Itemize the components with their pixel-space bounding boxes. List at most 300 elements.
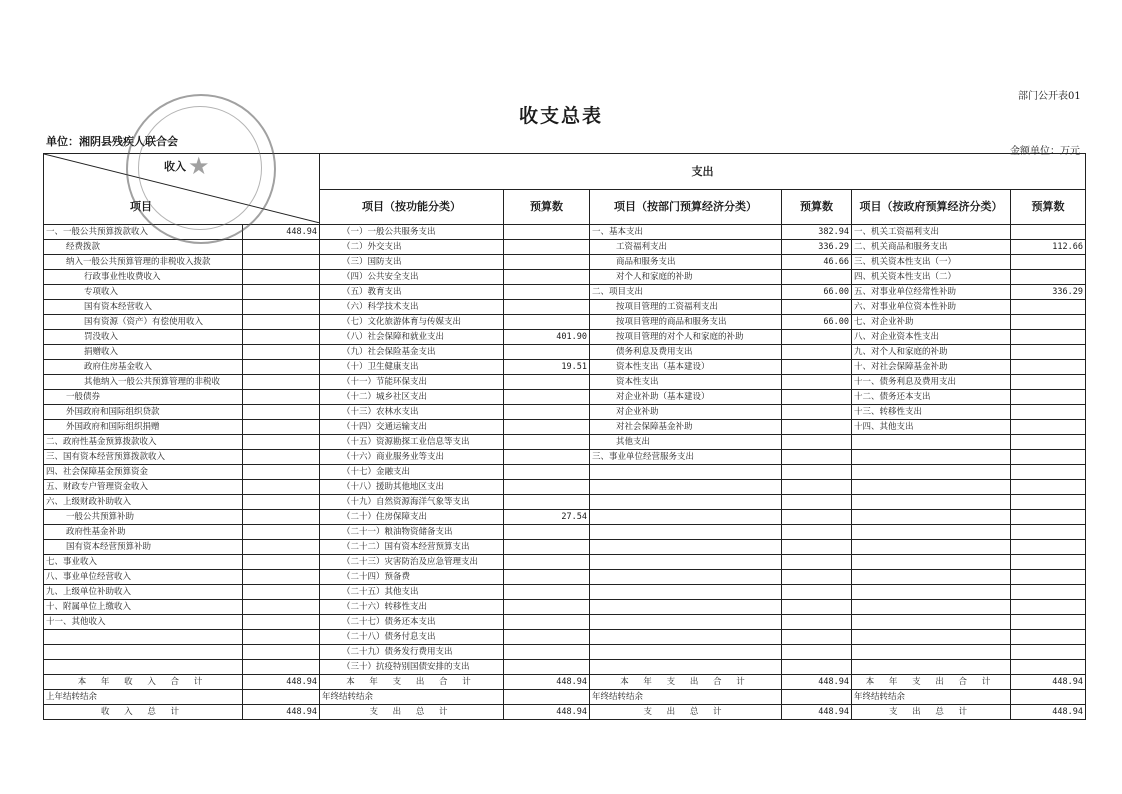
income-item-cell: 三、国有资本经营预算拨款收入 (44, 450, 243, 465)
gov-value-cell (1011, 660, 1086, 675)
table-row (44, 495, 1086, 510)
gov-item-cell: 四、机关资本性支出（二） (852, 270, 1011, 285)
gov-item-cell (852, 495, 1011, 510)
func-value-cell (504, 225, 590, 240)
func-item-cell: （七）文化旅游体育与传媒支出 (320, 315, 504, 330)
func-value-cell (504, 615, 590, 630)
dept-value-cell: 66.00 (782, 315, 852, 330)
income-value-cell (243, 240, 320, 255)
func-item-cell: （八）社会保障和就业支出 (320, 330, 504, 345)
gov-item-cell: 八、对企业资本性支出 (852, 330, 1011, 345)
dept-value-cell: 336.29 (782, 240, 852, 255)
gov-value-cell (1011, 570, 1086, 585)
func-item-cell: （十七）金融支出 (320, 465, 504, 480)
income-item-cell: 二、政府性基金预算拨款收入 (44, 435, 243, 450)
func-value-cell (504, 450, 590, 465)
table-row (44, 345, 1086, 360)
income-item-cell: 经费拨款 (44, 240, 243, 255)
dept-item-cell: 资本性支出（基本建设） (590, 360, 782, 375)
official-seal (126, 94, 276, 244)
table-row (44, 630, 1086, 645)
gov-item-cell (852, 435, 1011, 450)
dept-item-cell (590, 585, 782, 600)
gov-item-cell: 十三、转移性支出 (852, 405, 1011, 420)
table-row (44, 660, 1086, 675)
income-value-cell (243, 465, 320, 480)
func-item-cell: （二十四）预备费 (320, 570, 504, 585)
table-row (44, 615, 1086, 630)
income-value-cell (243, 420, 320, 435)
func-value-cell: 401.90 (504, 330, 590, 345)
func-item-cell: （四）公共安全支出 (320, 270, 504, 285)
func-item-cell: （二十七）债务还本支出 (320, 615, 504, 630)
income-value-cell (243, 645, 320, 660)
gov-item-cell (852, 645, 1011, 660)
income-grand-total-value: 448.94 (243, 705, 320, 720)
income-value-cell (243, 405, 320, 420)
income-item-cell: 政府住房基金收入 (44, 360, 243, 375)
func-item-cell: （六）科学技术支出 (320, 300, 504, 315)
carry-out-value-gov (1011, 690, 1086, 705)
table-row (44, 300, 1086, 315)
income-item-cell: 政府性基金补助 (44, 525, 243, 540)
income-item-cell (44, 660, 243, 675)
table-row (44, 405, 1086, 420)
gov-value-cell (1011, 555, 1086, 570)
gov-item-cell (852, 450, 1011, 465)
table-row (44, 285, 1086, 300)
income-item-cell: 十一、其他收入 (44, 615, 243, 630)
income-item-cell: 国有资源（资产）有偿使用收入 (44, 315, 243, 330)
exp-year-total-value-gov: 448.94 (1011, 675, 1086, 690)
dept-item-cell: 按项目管理的工资福利支出 (590, 300, 782, 315)
income-item-cell (44, 645, 243, 660)
carry-out-value-func (504, 690, 590, 705)
exp-year-total-label-dept: 本 年 支 出 合 计 (590, 675, 782, 690)
dept-value-cell (782, 465, 852, 480)
gov-item-cell (852, 600, 1011, 615)
dept-value-cell (782, 645, 852, 660)
income-value-cell (243, 525, 320, 540)
table-row (44, 390, 1086, 405)
func-value-cell (504, 630, 590, 645)
dept-item-cell: 三、事业单位经营服务支出 (590, 450, 782, 465)
dept-item-cell: 按项目管理的商品和服务支出 (590, 315, 782, 330)
func-value-cell (504, 315, 590, 330)
table-row (44, 435, 1086, 450)
income-item-cell: 国有资本经营预算补助 (44, 540, 243, 555)
func-budget-header: 预算数 (504, 190, 590, 225)
gov-value-cell (1011, 435, 1086, 450)
dept-item-cell (590, 465, 782, 480)
income-item-cell: 外国政府和国际组织贷款 (44, 405, 243, 420)
income-value-cell (243, 330, 320, 345)
income-value-cell (243, 555, 320, 570)
carry-in-value (243, 690, 320, 705)
dept-budget-header: 预算数 (782, 190, 852, 225)
func-value-cell (504, 645, 590, 660)
dept-item-cell: 资本性支出 (590, 375, 782, 390)
dept-item-header: 项目（按部门预算经济分类） (590, 190, 782, 225)
dept-item-cell: 工资福利支出 (590, 240, 782, 255)
func-item-cell: （五）教育支出 (320, 285, 504, 300)
gov-value-cell (1011, 300, 1086, 315)
dept-item-cell: 二、项目支出 (590, 285, 782, 300)
income-item-cell: 纳入一般公共预算管理的非税收入拨款 (44, 255, 243, 270)
gov-value-cell (1011, 330, 1086, 345)
func-value-cell (504, 540, 590, 555)
func-item-cell: （九）社会保险基金支出 (320, 345, 504, 360)
func-value-cell (504, 240, 590, 255)
page-title: 收支总表 (518, 105, 603, 127)
exp-grand-total-label-gov: 支 出 总 计 (852, 705, 1011, 720)
func-item-cell: （十九）自然资源海洋气象等支出 (320, 495, 504, 510)
func-value-cell (504, 345, 590, 360)
carry-out-label-dept: 年终结转结余 (590, 690, 782, 705)
dept-value-cell (782, 510, 852, 525)
func-value-cell (504, 375, 590, 390)
dept-item-cell: 一、基本支出 (590, 225, 782, 240)
gov-value-cell (1011, 255, 1086, 270)
dept-item-cell (590, 615, 782, 630)
gov-value-cell (1011, 465, 1086, 480)
func-value-cell (504, 600, 590, 615)
income-value-cell (243, 435, 320, 450)
gov-item-header: 项目（按政府预算经济分类） (852, 190, 1011, 225)
gov-item-cell: 三、机关资本性支出（一） (852, 255, 1011, 270)
dept-item-cell (590, 645, 782, 660)
income-item-cell: 十、附属单位上缴收入 (44, 600, 243, 615)
gov-value-cell (1011, 450, 1086, 465)
gov-item-cell (852, 630, 1011, 645)
income-value-cell (243, 570, 320, 585)
dept-value-cell (782, 630, 852, 645)
func-item-cell: （二十五）其他支出 (320, 585, 504, 600)
gov-value-cell (1011, 270, 1086, 285)
func-item-cell: （十一）节能环保支出 (320, 375, 504, 390)
gov-value-cell (1011, 585, 1086, 600)
income-header: 收入 (164, 160, 186, 173)
gov-item-cell: 十、对社会保障基金补助 (852, 360, 1011, 375)
gov-item-cell (852, 570, 1011, 585)
dept-item-cell: 按项目管理的对个人和家庭的补助 (590, 330, 782, 345)
table-row (44, 525, 1086, 540)
item-header: 项目 (130, 200, 152, 213)
func-value-cell (504, 660, 590, 675)
gov-value-cell (1011, 615, 1086, 630)
gov-value-cell (1011, 525, 1086, 540)
gov-item-cell: 七、对企业补助 (852, 315, 1011, 330)
func-value-cell (504, 570, 590, 585)
dept-item-cell: 商品和服务支出 (590, 255, 782, 270)
exp-grand-total-value-dept: 448.94 (782, 705, 852, 720)
gov-value-cell (1011, 315, 1086, 330)
income-value-cell (243, 495, 320, 510)
income-value-cell (243, 630, 320, 645)
gov-value-cell (1011, 390, 1086, 405)
dept-item-cell (590, 495, 782, 510)
func-item-cell: （十八）援助其他地区支出 (320, 480, 504, 495)
func-item-cell: （十三）农林水支出 (320, 405, 504, 420)
dept-item-cell (590, 540, 782, 555)
income-value-cell (243, 660, 320, 675)
table-row (44, 555, 1086, 570)
carry-out-label-func: 年终结转结余 (320, 690, 504, 705)
table-row (44, 315, 1086, 330)
gov-value-cell (1011, 375, 1086, 390)
dept-item-cell (590, 570, 782, 585)
expenditure-header: 支出 (320, 154, 1086, 190)
func-value-cell (504, 390, 590, 405)
table-row (44, 600, 1086, 615)
exp-grand-total-value-func: 448.94 (504, 705, 590, 720)
income-item-cell: 一、一般公共预算拨款收入 (44, 225, 243, 240)
dept-value-cell (782, 450, 852, 465)
gov-value-cell: 336.29 (1011, 285, 1086, 300)
income-item-cell: 一般债券 (44, 390, 243, 405)
income-year-total-label: 本 年 收 入 合 计 (44, 675, 243, 690)
func-item-cell: （二十九）债务发行费用支出 (320, 645, 504, 660)
func-item-cell: （二十）住房保障支出 (320, 510, 504, 525)
func-value-cell: 19.51 (504, 360, 590, 375)
exp-year-total-value-func: 448.94 (504, 675, 590, 690)
func-item-header: 项目（按功能分类） (320, 190, 504, 225)
income-item-cell: 六、上级财政补助收入 (44, 495, 243, 510)
income-item-cell: 九、上级单位补助收入 (44, 585, 243, 600)
dept-value-cell (782, 330, 852, 345)
dept-value-cell (782, 480, 852, 495)
dept-item-cell: 债务利息及费用支出 (590, 345, 782, 360)
gov-item-cell: 十二、债务还本支出 (852, 390, 1011, 405)
func-value-cell (504, 405, 590, 420)
income-item-cell: 外国政府和国际组织捐赠 (44, 420, 243, 435)
exp-year-total-label-func: 本 年 支 出 合 计 (320, 675, 504, 690)
income-value-cell (243, 450, 320, 465)
dept-item-cell: 对企业补助 (590, 405, 782, 420)
dept-item-cell (590, 525, 782, 540)
income-item-cell: 八、事业单位经营收入 (44, 570, 243, 585)
gov-value-cell (1011, 405, 1086, 420)
dept-value-cell: 66.00 (782, 285, 852, 300)
dept-item-cell (590, 510, 782, 525)
func-item-cell: （十四）交通运输支出 (320, 420, 504, 435)
func-item-cell: （三）国防支出 (320, 255, 504, 270)
gov-item-cell (852, 465, 1011, 480)
gov-value-cell (1011, 645, 1086, 660)
income-value-cell (243, 510, 320, 525)
dept-value-cell (782, 600, 852, 615)
gov-item-cell (852, 555, 1011, 570)
func-item-cell: （十）卫生健康支出 (320, 360, 504, 375)
gov-item-cell: 九、对个人和家庭的补助 (852, 345, 1011, 360)
gov-item-cell (852, 660, 1011, 675)
table-row (44, 645, 1086, 660)
gov-item-cell (852, 525, 1011, 540)
table-row (44, 465, 1086, 480)
dept-item-cell (590, 555, 782, 570)
income-item-cell: 专项收入 (44, 285, 243, 300)
income-value-cell (243, 600, 320, 615)
dept-value-cell (782, 345, 852, 360)
gov-item-cell (852, 615, 1011, 630)
gov-item-cell: 五、对事业单位经常性补助 (852, 285, 1011, 300)
gov-value-cell (1011, 225, 1086, 240)
income-item-cell (44, 630, 243, 645)
seal-star-icon: ★ (188, 152, 210, 180)
dept-item-cell: 对社会保障基金补助 (590, 420, 782, 435)
income-item-cell: 其他纳入一般公共预算管理的非税收 (44, 375, 243, 390)
func-item-cell: （一）一般公共服务支出 (320, 225, 504, 240)
income-value-cell (243, 390, 320, 405)
carry-out-label-gov: 年终结转结余 (852, 690, 1011, 705)
gov-value-cell (1011, 510, 1086, 525)
func-value-cell (504, 270, 590, 285)
dept-value-cell (782, 495, 852, 510)
func-value-cell: 27.54 (504, 510, 590, 525)
amount-unit-label: 金额单位：万元 (1010, 146, 1080, 157)
income-item-cell: 四、社会保障基金预算资金 (44, 465, 243, 480)
table-row (44, 360, 1086, 375)
dept-item-cell (590, 480, 782, 495)
exp-grand-total-label-dept: 支 出 总 计 (590, 705, 782, 720)
dept-value-cell (782, 420, 852, 435)
income-item-cell: 捐赠收入 (44, 345, 243, 360)
gov-item-cell: 一、机关工资福利支出 (852, 225, 1011, 240)
dept-item-cell (590, 660, 782, 675)
unit-label: 单位：湘阴县残疾人联合会 (46, 135, 178, 148)
dept-value-cell (782, 405, 852, 420)
dept-item-cell (590, 600, 782, 615)
gov-value-cell (1011, 345, 1086, 360)
income-value-cell: 448.94 (243, 225, 320, 240)
dept-value-cell (782, 270, 852, 285)
func-item-cell: （十五）资源勘探工业信息等支出 (320, 435, 504, 450)
gov-value-cell (1011, 360, 1086, 375)
gov-value-cell (1011, 630, 1086, 645)
table-row (44, 450, 1086, 465)
gov-value-cell (1011, 420, 1086, 435)
table-row (44, 375, 1086, 390)
table-row (44, 330, 1086, 345)
gov-value-cell (1011, 480, 1086, 495)
table-row (44, 480, 1086, 495)
table-row (44, 255, 1086, 270)
income-value-cell (243, 375, 320, 390)
gov-item-cell: 十一、债务利息及费用支出 (852, 375, 1011, 390)
income-value-cell (243, 360, 320, 375)
dept-value-cell (782, 540, 852, 555)
income-value-cell (243, 315, 320, 330)
gov-item-cell (852, 510, 1011, 525)
dept-value-cell (782, 300, 852, 315)
func-value-cell (504, 300, 590, 315)
income-item-cell: 七、事业收入 (44, 555, 243, 570)
func-value-cell (504, 285, 590, 300)
gov-budget-header: 预算数 (1011, 190, 1086, 225)
table-row (44, 540, 1086, 555)
func-item-cell: （十二）城乡社区支出 (320, 390, 504, 405)
func-item-cell: （十六）商业服务业等支出 (320, 450, 504, 465)
func-value-cell (504, 495, 590, 510)
income-value-cell (243, 285, 320, 300)
income-value-cell (243, 615, 320, 630)
dept-value-cell (782, 660, 852, 675)
dept-value-cell (782, 615, 852, 630)
table-row (44, 420, 1086, 435)
dept-value-cell (782, 435, 852, 450)
income-value-cell (243, 480, 320, 495)
gov-item-cell (852, 585, 1011, 600)
func-value-cell (504, 585, 590, 600)
func-item-cell: （二）外交支出 (320, 240, 504, 255)
func-item-cell: （二十二）国有资本经营预算支出 (320, 540, 504, 555)
func-item-cell: （二十三）灾害防治及应急管理支出 (320, 555, 504, 570)
gov-item-cell: 十四、其他支出 (852, 420, 1011, 435)
dept-value-cell (782, 555, 852, 570)
func-item-cell: （二十八）债务付息支出 (320, 630, 504, 645)
table-row (44, 570, 1086, 585)
form-code: 部门公开表01 (1018, 91, 1081, 102)
func-value-cell (504, 435, 590, 450)
gov-value-cell: 112.66 (1011, 240, 1086, 255)
carry-in-label: 上年结转结余 (44, 690, 243, 705)
income-value-cell (243, 585, 320, 600)
dept-value-cell (782, 570, 852, 585)
dept-item-cell: 其他支出 (590, 435, 782, 450)
income-item-cell: 五、财政专户管理资金收入 (44, 480, 243, 495)
income-year-total-value: 448.94 (243, 675, 320, 690)
dept-value-cell: 46.66 (782, 255, 852, 270)
income-value-cell (243, 345, 320, 360)
exp-grand-total-value-gov: 448.94 (1011, 705, 1086, 720)
dept-item-cell: 对个人和家庭的补助 (590, 270, 782, 285)
func-value-cell (504, 525, 590, 540)
gov-value-cell (1011, 540, 1086, 555)
income-item-cell: 国有资本经营收入 (44, 300, 243, 315)
dept-value-cell: 382.94 (782, 225, 852, 240)
func-value-cell (504, 480, 590, 495)
income-grand-total-label: 收 入 总 计 (44, 705, 243, 720)
dept-value-cell (782, 585, 852, 600)
func-item-cell: （三十）抗疫特别国债安排的支出 (320, 660, 504, 675)
dept-value-cell (782, 375, 852, 390)
dept-item-cell: 对企业补助（基本建设） (590, 390, 782, 405)
income-value-cell (243, 300, 320, 315)
table-row (44, 585, 1086, 600)
func-value-cell (504, 555, 590, 570)
exp-grand-total-label-func: 支 出 总 计 (320, 705, 504, 720)
dept-value-cell (782, 360, 852, 375)
func-item-cell: （二十六）转移性支出 (320, 600, 504, 615)
income-value-cell (243, 255, 320, 270)
income-item-cell: 一般公共预算补助 (44, 510, 243, 525)
income-value-cell (243, 270, 320, 285)
gov-item-cell (852, 540, 1011, 555)
dept-item-cell (590, 630, 782, 645)
income-item-cell: 行政事业性收费收入 (44, 270, 243, 285)
func-value-cell (504, 420, 590, 435)
dept-value-cell (782, 525, 852, 540)
income-value-cell (243, 540, 320, 555)
table-row (44, 270, 1086, 285)
gov-item-cell: 二、机关商品和服务支出 (852, 240, 1011, 255)
exp-year-total-value-dept: 448.94 (782, 675, 852, 690)
func-value-cell (504, 255, 590, 270)
dept-value-cell (782, 390, 852, 405)
gov-item-cell (852, 480, 1011, 495)
gov-value-cell (1011, 495, 1086, 510)
carry-out-value-dept (782, 690, 852, 705)
